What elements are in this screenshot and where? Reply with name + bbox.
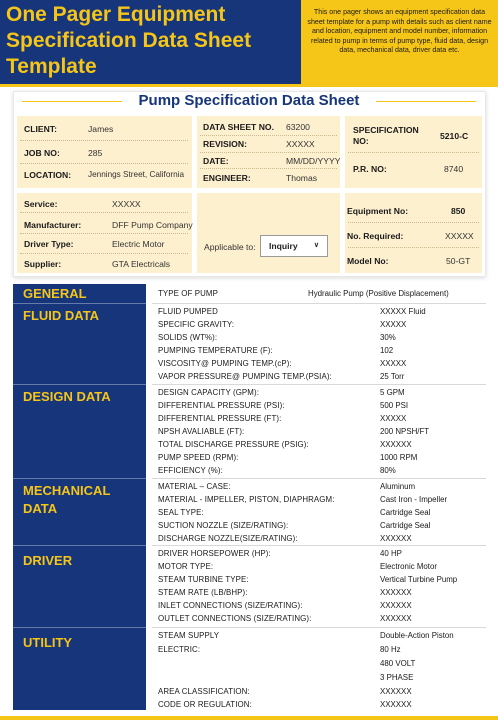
row-label: TOTAL DISCHARGE PRESSURE (PSIG): <box>158 440 309 449</box>
job-label: JOB NO: <box>24 148 60 158</box>
row-divider <box>152 545 486 546</box>
row-value: Hydraulic Pump (Positive Displacement) <box>308 289 449 298</box>
row-value: XXXXXX <box>380 440 412 449</box>
section-utility: UTILITY <box>23 635 73 650</box>
row-value: XXXXXX <box>380 534 412 543</box>
spec-label: SPECIFICATION NO: <box>353 125 419 146</box>
row-label: VAPOR PRESSURE@ PUMPING TEMP.(PSIA): <box>158 372 332 381</box>
row-value: XXXXX Fluid <box>380 307 426 316</box>
row-label: VISCOSITY@ PUMPING TEMP.(cP): <box>158 359 292 368</box>
row-label: SOLIDS (WT%): <box>158 333 218 342</box>
row-value: Aluminum <box>380 482 416 491</box>
row-value: 102 <box>380 346 394 355</box>
row-label: SUCTION NOZZLE (SIZE/RATING): <box>158 521 289 530</box>
row-value: Cartridge Seal <box>380 508 431 517</box>
row-value: XXXXXX <box>380 614 412 623</box>
revision-value: XXXXX <box>286 139 315 149</box>
divider <box>20 212 188 213</box>
row-label: PUMP SPEED (RPM): <box>158 453 239 462</box>
row-value: 480 VOLT <box>380 659 416 668</box>
supplier-label: Supplier: <box>24 259 62 269</box>
section-design-data: DESIGN DATA <box>23 389 111 404</box>
row-value: XXXXX <box>380 359 407 368</box>
driver-type-label: Driver Type: <box>24 239 74 249</box>
divider <box>348 247 479 248</box>
row-label: TYPE OF PUMP <box>158 289 218 298</box>
row-divider <box>152 627 486 628</box>
sheet-title: Pump Specification Data Sheet <box>138 92 360 109</box>
row-divider <box>152 303 486 304</box>
divider <box>348 152 479 153</box>
header-divider <box>0 84 498 87</box>
section-driver: DRIVER <box>23 553 73 568</box>
required-label: No. Required: <box>347 231 404 241</box>
row-value: 40 HP <box>380 549 402 558</box>
divider <box>200 168 337 169</box>
equipment-value: 850 <box>451 206 466 216</box>
datasheet-value: 63200 <box>286 122 310 132</box>
applicable-select[interactable] <box>260 235 328 257</box>
row-label: NPSH AVALIABLE (FT): <box>158 427 245 436</box>
row-label: MOTOR TYPE: <box>158 562 214 571</box>
row-value: Cartridge Seal <box>380 521 431 530</box>
applicable-select-value: Inquiry <box>269 241 298 251</box>
row-value: XXXXX <box>380 320 407 329</box>
section-divider <box>13 478 146 479</box>
supplier-value: GTA Electricals <box>112 259 171 269</box>
row-value: Electronic Motor <box>380 562 438 571</box>
row-divider <box>152 384 486 385</box>
section-mechanical-data: MECHANICAL DATA <box>23 483 111 516</box>
row-label: SEAL TYPE: <box>158 508 204 517</box>
row-label: STEAM TURBINE TYPE: <box>158 575 249 584</box>
row-value: Cast Iron - Impeller <box>380 495 448 504</box>
divider <box>20 233 188 234</box>
row-value: XXXXXX <box>380 700 412 709</box>
client-label: CLIENT: <box>24 124 57 134</box>
job-value: 285 <box>88 148 103 158</box>
model-value: 50-GT <box>446 256 471 266</box>
equipment-label: Equipment No: <box>347 206 409 216</box>
row-label: DIFFERENTIAL PRESSURE (FT): <box>158 414 282 423</box>
divider <box>20 253 188 254</box>
row-value: XXXXXX <box>380 588 412 597</box>
service-value: XXXXX <box>112 199 141 209</box>
row-value: Vertical Turbine Pump <box>380 575 458 584</box>
model-label: Model No: <box>347 256 389 266</box>
driver-type-value: Electric Motor <box>112 239 165 249</box>
client-value: James <box>88 124 114 134</box>
row-value: 5 GPM <box>380 388 405 397</box>
row-value: 500 PSI <box>380 401 409 410</box>
engineer-label: ENGINEER: <box>203 173 251 183</box>
row-label: INLET CONNECTIONS (SIZE/RATING): <box>158 601 303 610</box>
required-value: XXXXX <box>445 231 474 241</box>
section-divider <box>13 627 146 628</box>
section-fluid-data: FLUID DATA <box>23 308 100 323</box>
row-label: STEAM SUPPLY <box>158 631 220 640</box>
row-value: 30% <box>380 333 396 342</box>
revision-label: REVISION: <box>203 139 247 149</box>
row-label: FLUID PUMPED <box>158 307 218 316</box>
row-label: PUMPING TEMPERATURE (F): <box>158 346 273 355</box>
row-value: 80 Hz <box>380 645 401 654</box>
row-label: AREA CLASSIFICATION: <box>158 687 250 696</box>
manufacturer-value: DFF Pump Company <box>112 220 193 230</box>
row-label: DRIVER HORSEPOWER (HP): <box>158 549 271 558</box>
row-label: CODE OR REGULATION: <box>158 700 252 709</box>
datasheet-label: DATA SHEET NO. <box>203 122 274 132</box>
section-general: GENERAL <box>23 286 87 301</box>
row-label: SPECIFIC GRAVITY: <box>158 320 235 329</box>
row-label: MATERIAL – CASE: <box>158 482 231 491</box>
section-divider <box>13 384 146 385</box>
row-label: DESIGN CAPACITY (GPM): <box>158 388 259 397</box>
divider <box>20 163 188 164</box>
row-label: MATERIAL - IMPELLER, PISTON, DIAPHRAGM: <box>158 495 335 504</box>
header-description: This one pager shows an equipment specification data sheet template for a pump with details such as client name and location, equipment and model number, information related to pump in terms of pump type, fluid data, design data, mechanical data, driver data etc. <box>301 0 498 84</box>
manufacturer-label: Manufacturer: <box>24 220 82 230</box>
row-label: ELECTRIC: <box>158 645 201 654</box>
date-label: DATE: <box>203 156 229 166</box>
engineer-value: Thomas <box>286 173 318 183</box>
chevron-down-icon: ∨ <box>313 242 319 249</box>
row-label: DISCHARGE NOZZLE(SIZE/RATING): <box>158 534 298 543</box>
row-value: XXXXXX <box>380 687 412 696</box>
row-divider <box>152 478 486 479</box>
row-value: XXXXXX <box>380 601 412 610</box>
divider <box>200 135 337 136</box>
row-label: EFFICIENCY (%): <box>158 466 223 475</box>
pr-label: P.R. NO: <box>353 164 387 174</box>
row-value: 80% <box>380 466 396 475</box>
date-value: MM/DD/YYYY <box>286 156 341 166</box>
row-value: 25 Torr <box>380 372 405 381</box>
row-value: 1000 RPM <box>380 453 418 462</box>
row-value: Double-Action Piston <box>380 631 454 640</box>
applicable-box <box>197 193 340 273</box>
location-value: Jennings Street, California <box>88 170 185 179</box>
row-value: 200 NPSH/FT <box>380 427 430 436</box>
divider <box>20 140 188 141</box>
pr-value: 8740 <box>444 164 464 174</box>
section-divider <box>13 545 146 546</box>
section-divider <box>13 303 146 304</box>
footer-line <box>0 716 498 720</box>
row-value: XXXXX <box>380 414 407 423</box>
row-label: DIFFERENTIAL PRESSURE (PSI): <box>158 401 285 410</box>
divider <box>348 222 479 223</box>
location-label: LOCATION: <box>24 170 72 180</box>
page-title: One Pager Equipment Specification Data Sheet Template <box>6 3 252 78</box>
row-value: 3 PHASE <box>380 673 414 682</box>
applicable-label: Applicable to: <box>204 242 256 252</box>
divider <box>200 152 337 153</box>
row-label: STEAM RATE (LB/BHP): <box>158 588 248 597</box>
spec-value: 5210-C <box>440 131 469 141</box>
row-label: OUTLET CONNECTIONS (SIZE/RATING): <box>158 614 312 623</box>
service-label: Service: <box>24 199 58 209</box>
